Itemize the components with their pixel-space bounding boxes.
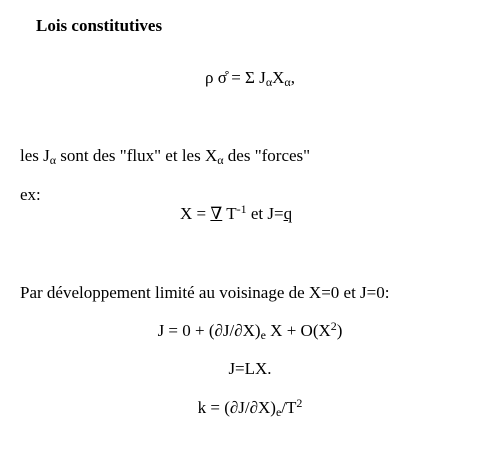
alpha-subscript: α <box>265 75 273 89</box>
equation-linear: J=LX. <box>228 359 272 378</box>
equation-example <box>180 204 292 224</box>
equation-k <box>0 398 500 418</box>
e-subscript: e <box>260 328 266 342</box>
x-symbol: X <box>272 68 285 87</box>
equation-text: k = (∂J/∂X) <box>197 398 276 417</box>
paragraph-text: les J <box>20 146 50 165</box>
equation-text: X = <box>180 204 211 223</box>
equation-text: ) <box>336 321 343 340</box>
e-subscript: e <box>275 405 282 419</box>
rho-sigma-symbol: ρ σ̊ <box>205 68 227 87</box>
paragraph-text: sont des "flux" et les X <box>56 146 218 165</box>
comma: , <box>290 68 295 87</box>
exponent: 2 <box>296 396 303 410</box>
alpha-subscript: α <box>284 75 291 89</box>
example-label: ex: <box>20 185 41 204</box>
development-paragraph: Par développement limité au voisinage de X=0 et J=0: <box>20 283 390 302</box>
equation-text: T <box>222 204 237 223</box>
nabla-symbol: ∇ <box>210 204 223 223</box>
alpha-subscript: α <box>217 153 224 167</box>
alpha-subscript: α <box>49 153 57 167</box>
flux-forces-paragraph <box>20 146 310 166</box>
equation-text: /T <box>281 398 297 417</box>
equation-text: J = 0 + (∂J/∂X) <box>157 321 261 340</box>
equation-text: et J= <box>246 204 284 223</box>
equals-sum-text: = Σ J <box>226 68 266 87</box>
equation-text: X + O(X <box>265 321 331 340</box>
equation-expansion <box>0 321 500 341</box>
paragraph-text: des "forces" <box>223 146 311 165</box>
page-title: Lois constitutives <box>36 16 163 35</box>
equation-entropy-production <box>0 68 500 88</box>
exponent: -1 <box>236 202 247 216</box>
q-symbol: q <box>283 204 293 223</box>
exponent: 2 <box>330 319 337 333</box>
